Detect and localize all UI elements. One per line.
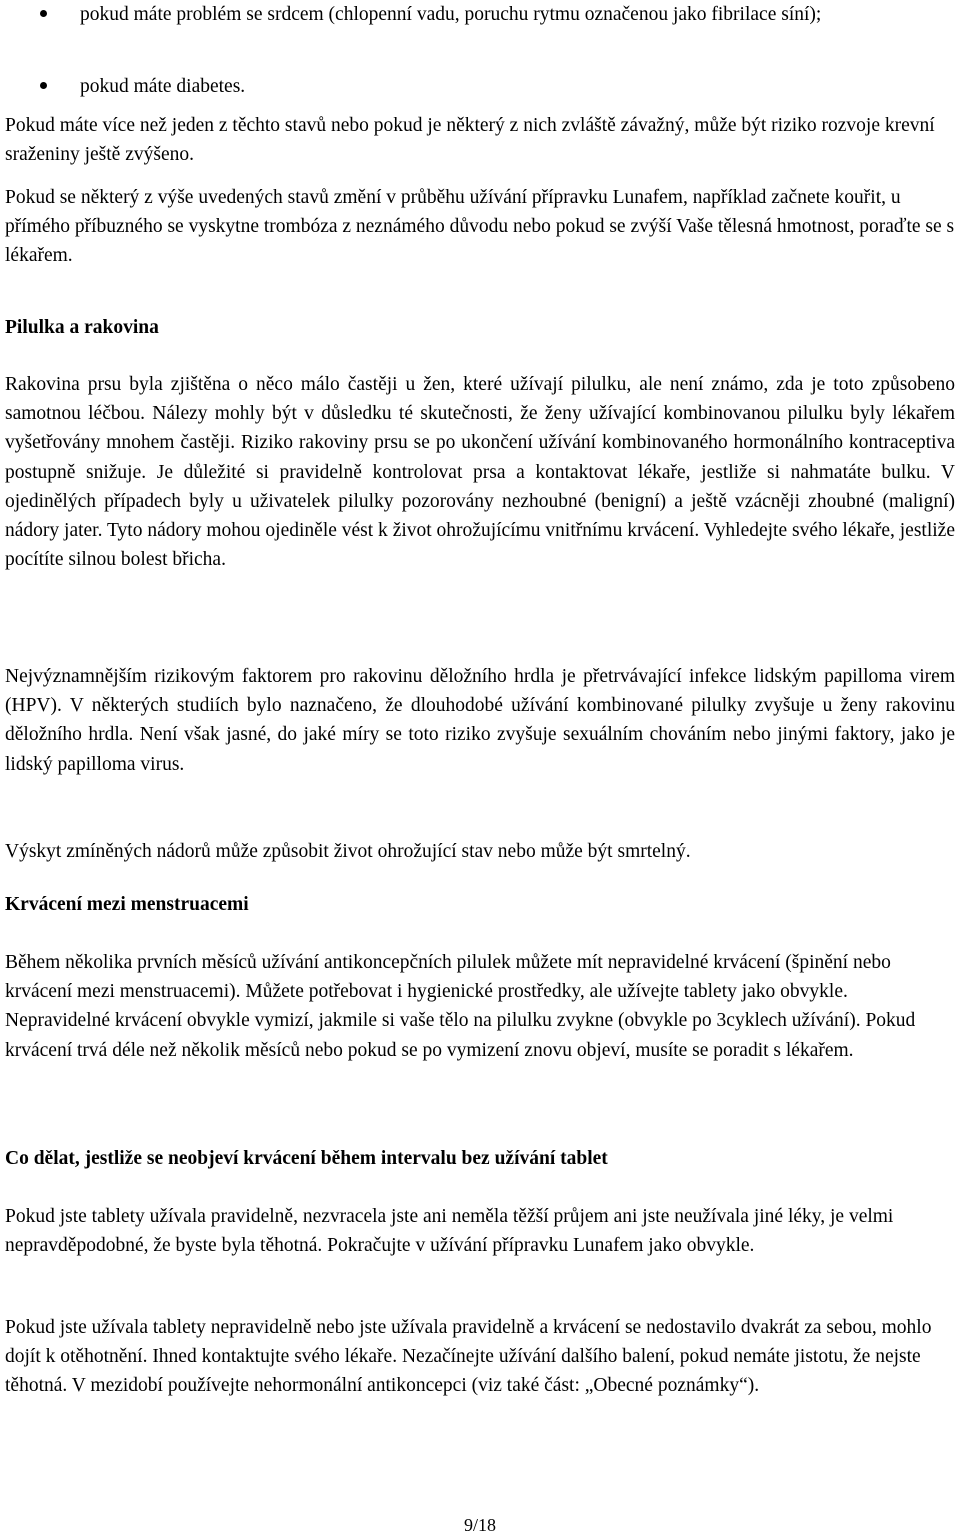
paragraph: Pokud jste tablety užívala pravidelně, nezvracela jste ani neměla těžší průjem ani jste neužívala jiné léky, je velmi nepravděpodobné, že byste byla těhotná. Pokračujte v užívání přípravku Lunafem jako obvykle.: [5, 1206, 894, 1257]
page-number: 9/18: [463, 1515, 496, 1535]
paragraph: Rakovina prsu byla zjištěna o něco málo častěji u žen, které užívají pilulku, ale není známo, zda je toto způsobeno samotnou léčbou. Nálezy mohly být v důsledku té skutečnosti, že ženy užívající kombinovanou pilulku byly lékařem vyšetřovány mnohem častěji. Riziko rakoviny prsu se po ukončení užívání kombinovaného hormonálního kontraceptiva postupně snižuje. Je důležité si pravidelně kontrolovat prsa a kontaktovat lékaře, jestliže si nahmatáte bulku. V ojedinělých případech byly u uživatelek pilulky pozorovány nezhoubné (benigní) a ještě vzácněji zhoubné (maligní) nádory jater. Tyto nádory mohou ojediněle vést k život ohrožujícímu vnitřnímu krvácení. Vyhledejte svého lékaře, jestliže pocítíte silnou bolest břicha.: [5, 374, 955, 571]
bullet-icon: [40, 82, 47, 89]
paragraph: Nejvýznamnějším rizikovým faktorem pro rakovinu děložního hrdla je přetrvávající infekce lidským papilloma virem (HPV). V některých studiích bylo naznačeno, že dlouhodobé užívání kombinované pilulky zvyšuje u ženy rakovinu děložního hrdla. Není však jasné, do jaké míry se toto riziko zvyšuje sexuálním chováním nebo jinými faktory, jako je lidský papilloma virus.: [5, 666, 955, 775]
section-heading: Krvácení mezi menstruacemi: [5, 894, 249, 915]
list-item-text: pokud máte diabetes.: [80, 76, 246, 97]
section-heading: Co dělat, jestliže se neobjeví krvácení během intervalu bez užívání tablet: [5, 1148, 608, 1169]
paragraph: Výskyt zmíněných nádorů může způsobit život ohrožující stav nebo může být smrtelný.: [5, 841, 691, 862]
list-item-text: pokud máte problém se srdcem (chlopenní vadu, poruchu rytmu označenou jako fibrilace síní);: [80, 4, 822, 25]
section-heading: Pilulka a rakovina: [5, 317, 159, 338]
paragraph: Pokud máte více než jeden z těchto stavů nebo pokud je některý z nich zvláště závažný, může být riziko rozvoje krevní sraženiny ještě zvýšeno.: [5, 115, 935, 166]
bullet-icon: [40, 10, 47, 17]
paragraph: Pokud se některý z výše uvedených stavů změní v průběhu užívání přípravku Lunafem, například začnete kouřit, u přímého příbuzného se vyskytne trombóza z neznámého důvodu nebo pokud se zvýší Vaše tělesná hmotnost, poraďte se s lékařem.: [5, 187, 955, 267]
paragraph: Během několika prvních měsíců užívání antikoncepčních pilulek můžete mít nepravidelné krvácení (špinění nebo krvácení mezi menstruacemi). Můžete potřebovat i hygienické prostředky, ale užívejte tablety jako obvykle. Nepravidelné krvácení obvykle vymizí, jakmile si vaše tělo na pilulku zvykne (obvykle po 3cyklech užívání). Pokud krvácení trvá déle než několik měsíců nebo pokud se po vymizení znovu objeví, musíte se poradit s lékařem.: [5, 952, 916, 1061]
paragraph: Pokud jste užívala tablety nepravidelně nebo jste užívala pravidelně a krvácení se nedostavilo dvakrát za sebou, mohlo dojít k otěhotnění. Ihned kontaktujte svého lékaře. Nezačínejte užívání dalšího balení, pokud nemáte jistotu, že nejste těhotná. V mezidobí používejte nehormonální antikoncepci (viz také část: „Obecné poznámky“).: [5, 1317, 932, 1397]
